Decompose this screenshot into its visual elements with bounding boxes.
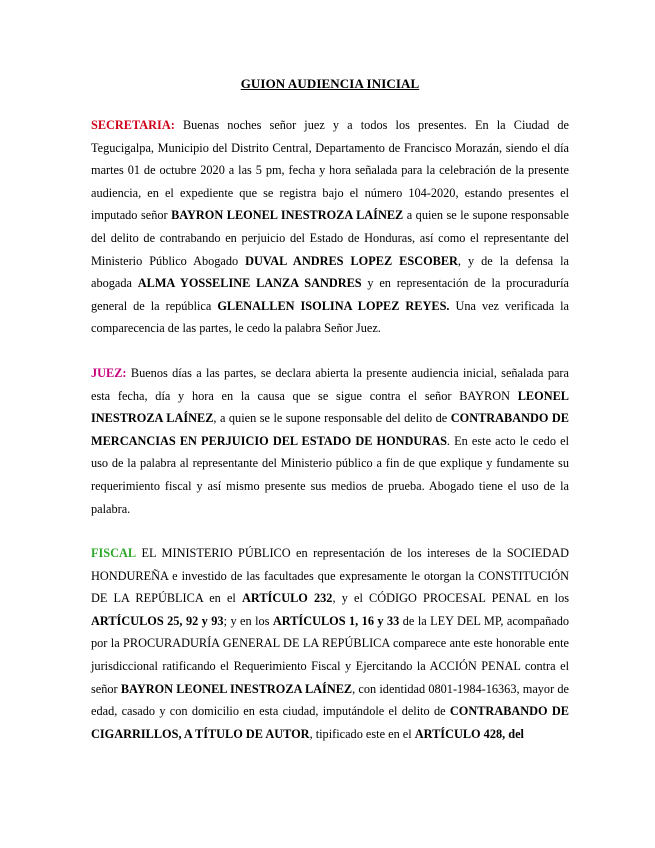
- articulos-25-92-93: ARTÍCULOS 25, 92 y 93: [91, 613, 224, 628]
- secretaria-label: SECRETARIA:: [91, 118, 175, 132]
- fiscal-paragraph: [91, 542, 569, 745]
- juez-text-1: Buenos días a las partes, se declara abierta la presente audiencia inicial, señalada para esta fecha, día y hora en la causa que se sigue contra el señor BAYRON: [91, 365, 569, 403]
- delito-name: CONTRABANDO DE MERCANCIAS EN PERJUICIO DEL ESTADO DE HONDURAS: [91, 411, 570, 448]
- secretaria-text-2: a quien se le supone responsable del delito de contrabando en perjuicio del Estado de Honduras, así como el representante del Ministerio Público Abogado: [91, 208, 570, 268]
- articulo-232: ARTÍCULO 232: [242, 591, 333, 606]
- procuraduria-name: GLENALLEN ISOLINA LOPEZ REYES.: [217, 298, 450, 313]
- juez-paragraph: [91, 362, 569, 520]
- secretaria-text-3: , y de la defensa la abogada: [91, 253, 569, 291]
- secretaria-text-5: Una vez verificada la comparecencia de las partes, le cedo la palabra Señor Juez.: [91, 298, 569, 336]
- articulo-428: ARTÍCULO 428, del: [414, 726, 524, 741]
- fiscal-label: FISCAL: [91, 546, 137, 561]
- articulos-1-16-33: ARTÍCULOS 1, 16 y 33: [272, 613, 400, 628]
- secretaria-paragraph: [91, 114, 569, 340]
- juez-text-2: , a quien se le supone responsable del delito de: [213, 411, 451, 426]
- juez-label: JUEZ:: [91, 365, 127, 380]
- imputado-name: BAYRON LEONEL INESTROZA LAÍNEZ: [171, 208, 404, 223]
- fiscal-text-5: , con identidad 0801-1984-16363, mayor de edad, casado y con domicilio en esta ciudad, imputándole el delito de: [91, 681, 569, 719]
- fiscal-text-6: , tipificado este en el: [309, 726, 415, 741]
- fiscal-name: DUVAL ANDRES LOPEZ ESCOBER: [245, 253, 458, 268]
- juez-text-3: . En este acto le cedo el uso de la palabra al representante del Ministerio público a fin de que explique y fundamente su requerimiento fiscal y así mismo presente sus medios de prueba. Abogado tiene el uso de la palabra.: [91, 433, 569, 516]
- fiscal-text-4: de la LEY DEL MP, acompañado por la PROCURADURÍA GENERAL DE LA REPÚBLICA comparece ante este honorable ente jurisdiccional ratificando el Requerimiento Fiscal y Ejercitando la ACCIÓN PENAL contra el señor: [91, 613, 569, 696]
- fiscal-text-3: ; y en los: [223, 613, 273, 628]
- secretaria-text-1: Buenas noches señor juez y a todos los presentes. En la Ciudad de Tegucigalpa, Municipio del Distrito Central, Departamento de Francisco Morazán, siendo el día martes 01 de octubre 2020 a las 5 pm, fecha y hora señalada para la celebración de la presente audiencia, en el expediente que se registra bajo el número 104-2020, estando presentes el imputado señor: [91, 118, 569, 223]
- fiscal-imputado-name: BAYRON LEONEL INESTROZA LAÍNEZ: [120, 681, 353, 696]
- fiscal-text-2: , y el CÓDIGO PROCESAL PENAL en los: [332, 591, 569, 606]
- defensa-name: ALMA YOSSELINE LANZA SANDRES: [137, 276, 362, 291]
- delito-cigarrillos: CONTRABANDO DE CIGARRILLOS, A TÍTULO DE AUTOR: [91, 704, 569, 741]
- document-title: GUION AUDIENCIA INICIAL: [240, 76, 420, 91]
- fiscal-text-1: EL MINISTERIO PÚBLICO en representación de los intereses de la SOCIEDAD HONDUREÑA e investido de las facultades que expresamente le otorgan la CONSTITUCIÓN DE LA REPÚBLICA en el: [91, 546, 569, 606]
- secretaria-text-4: y en representación de la procuraduría general de la república: [91, 276, 569, 313]
- juez-imputado-name: LEONEL INESTROZA LAÍNEZ: [91, 388, 569, 426]
